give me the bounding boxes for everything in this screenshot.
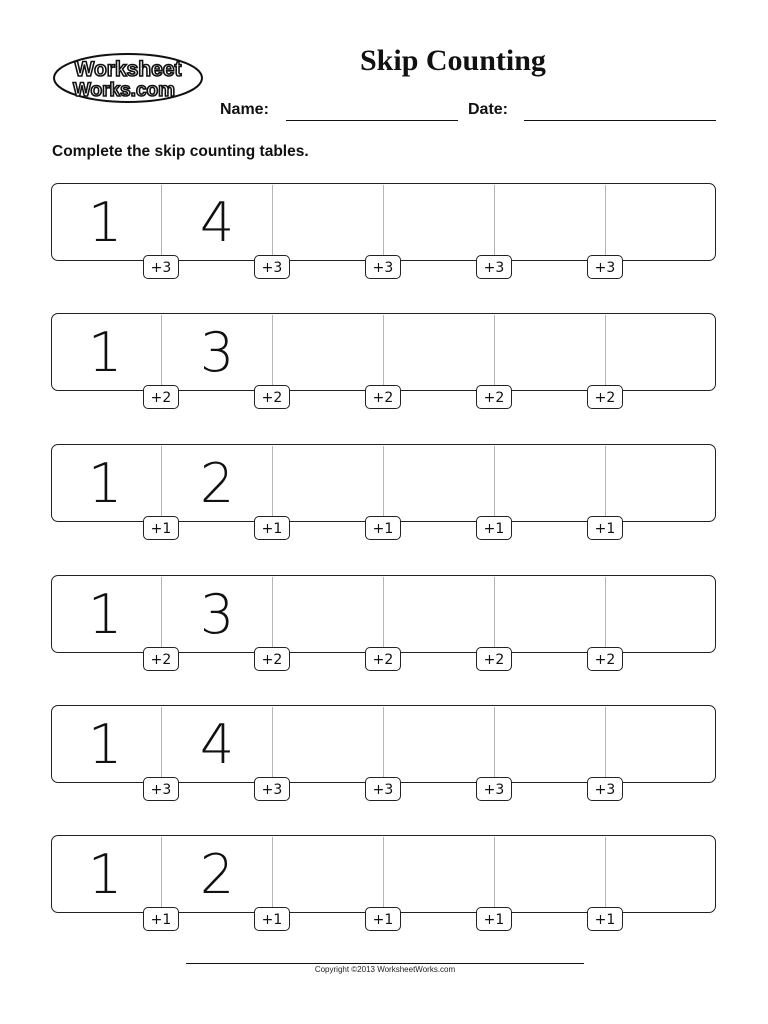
answer-cell[interactable]	[273, 579, 381, 645]
answer-cell[interactable]	[606, 187, 714, 253]
logo-line-1: Worksheet	[74, 58, 182, 81]
step-badge: +3	[254, 255, 290, 279]
second-number: 4	[199, 191, 235, 254]
footer-divider	[186, 963, 584, 964]
answer-cell[interactable]	[384, 317, 492, 383]
step-badge: +1	[365, 516, 401, 540]
start-number: 1	[87, 843, 123, 906]
cell-divider	[161, 185, 162, 261]
answer-cell[interactable]	[273, 187, 381, 253]
answer-cell[interactable]	[384, 709, 492, 775]
start-number: 1	[87, 452, 123, 515]
skip-table-1	[51, 183, 718, 283]
start-number: 1	[87, 191, 123, 254]
step-badge: +3	[476, 255, 512, 279]
step-badge: +1	[254, 907, 290, 931]
answer-cell[interactable]	[273, 839, 381, 905]
answer-cell[interactable]	[384, 839, 492, 905]
step-badge: +2	[365, 647, 401, 671]
step-badge: +3	[365, 777, 401, 801]
skip-table-3	[51, 444, 718, 544]
cell-divider	[161, 446, 162, 522]
cell-divider	[161, 837, 162, 913]
second-number: 3	[199, 321, 235, 384]
answer-cell[interactable]	[273, 317, 381, 383]
step-badge: +2	[143, 647, 179, 671]
start-number: 1	[87, 713, 123, 776]
cell-divider	[161, 577, 162, 653]
copyright-notice: Copyright ©2013 WorksheetWorks.com	[314, 965, 456, 974]
start-number: 1	[87, 583, 123, 646]
step-badge: +3	[476, 777, 512, 801]
answer-cell[interactable]	[384, 579, 492, 645]
start-number: 1	[87, 321, 123, 384]
answer-cell[interactable]	[384, 448, 492, 514]
step-badge: +2	[476, 385, 512, 409]
step-badge: +3	[143, 255, 179, 279]
step-badge: +1	[143, 516, 179, 540]
step-badge: +1	[143, 907, 179, 931]
answer-cell[interactable]	[606, 448, 714, 514]
answer-cell[interactable]	[495, 187, 603, 253]
name-field-line[interactable]	[286, 120, 458, 121]
skip-table-4	[51, 575, 718, 675]
worksheetworks-logo	[52, 52, 204, 104]
step-badge: +1	[587, 907, 623, 931]
step-badge: +2	[476, 647, 512, 671]
step-badge: +2	[254, 647, 290, 671]
second-number: 2	[199, 843, 235, 906]
second-number: 4	[199, 713, 235, 776]
skip-table-2	[51, 313, 718, 413]
step-badge: +3	[587, 255, 623, 279]
skip-table-5	[51, 705, 718, 805]
answer-cell[interactable]	[606, 317, 714, 383]
instructions: Complete the skip counting tables.	[52, 143, 309, 160]
step-badge: +3	[365, 255, 401, 279]
answer-cell[interactable]	[606, 579, 714, 645]
answer-cell[interactable]	[495, 317, 603, 383]
step-badge: +1	[365, 907, 401, 931]
step-badge: +2	[143, 385, 179, 409]
step-badge: +2	[254, 385, 290, 409]
second-number: 3	[199, 583, 235, 646]
answer-cell[interactable]	[273, 709, 381, 775]
skip-table-6	[51, 835, 718, 935]
step-badge: +1	[254, 516, 290, 540]
date-label: Date:	[468, 101, 509, 118]
answer-cell[interactable]	[495, 448, 603, 514]
step-badge: +1	[587, 516, 623, 540]
step-badge: +2	[365, 385, 401, 409]
cell-divider	[161, 315, 162, 391]
step-badge: +3	[587, 777, 623, 801]
logo-line-2: Works.com	[72, 80, 176, 101]
second-number: 2	[199, 452, 235, 515]
answer-cell[interactable]	[273, 448, 381, 514]
answer-cell[interactable]	[495, 839, 603, 905]
name-label: Name:	[220, 101, 269, 118]
page-title: Skip Counting	[360, 44, 546, 77]
step-badge: +2	[587, 647, 623, 671]
answer-cell[interactable]	[606, 709, 714, 775]
answer-cell[interactable]	[495, 709, 603, 775]
date-field-line[interactable]	[524, 120, 716, 121]
cell-divider	[161, 707, 162, 783]
step-badge: +1	[476, 907, 512, 931]
step-badge: +2	[587, 385, 623, 409]
step-badge: +3	[143, 777, 179, 801]
answer-cell[interactable]	[384, 187, 492, 253]
step-badge: +1	[476, 516, 512, 540]
answer-cell[interactable]	[606, 839, 714, 905]
step-badge: +3	[254, 777, 290, 801]
answer-cell[interactable]	[495, 579, 603, 645]
